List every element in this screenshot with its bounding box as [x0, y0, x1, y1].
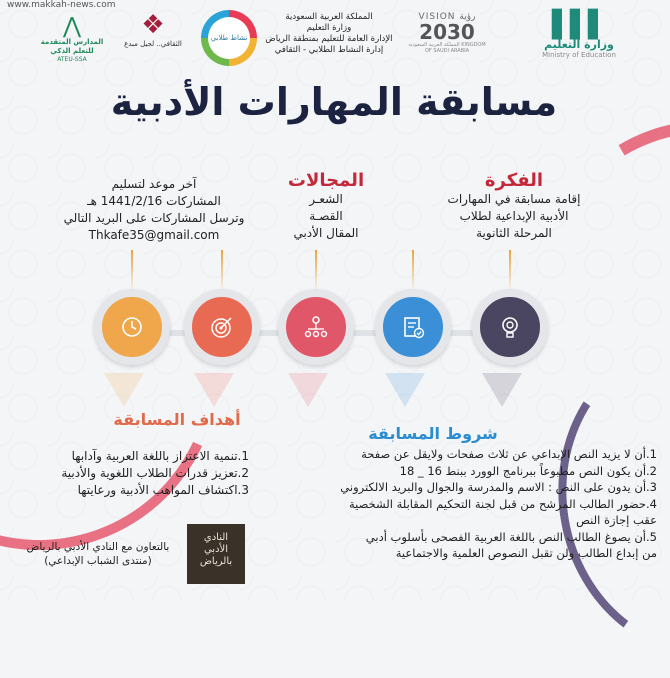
- cooperation-line: (منتدى الشباب الإبداعي): [45, 555, 153, 567]
- cooperation-text: [14, 540, 184, 568]
- document-check-icon: [400, 313, 428, 341]
- authority-line: المملكة العربية السعودية: [286, 12, 374, 22]
- club-logo-line: النادي: [204, 532, 230, 543]
- authority-line: إدارة النشاط الطلابي - الثقافي: [275, 45, 385, 55]
- club-logo-line: الأدبي: [204, 544, 230, 555]
- vision-2030-logo: [408, 12, 488, 54]
- authority-text: [260, 12, 400, 56]
- goal-item: 1.تنمية الاعتزاز باللغة العربية وآدابها: [72, 449, 250, 463]
- timeline-stem: [132, 250, 134, 292]
- condition-item: 2.أن يكون النص مطبوعاً ببرنامج الوورد ببنط 16 _ 18: [400, 463, 658, 478]
- ministry-name: وزارة التعليم: [545, 38, 615, 51]
- timeline-stem: [222, 250, 224, 292]
- field-item: القصـة: [310, 209, 344, 223]
- idea-line: الأدبية الإبداعية لطلاب: [460, 209, 570, 223]
- timeline-disc: [185, 289, 261, 365]
- disc-shadow: [195, 373, 235, 407]
- idea-section: [430, 170, 600, 242]
- condition-item: 3.أن يدون على النص : الاسم والمدرسة والجوال والبريد الالكتروني: [341, 480, 658, 494]
- cultural-logo: [118, 10, 190, 48]
- schools-logo: [36, 16, 110, 63]
- timeline-stem: [510, 250, 512, 292]
- activity-logo-text: نشاط طلابي: [209, 17, 251, 59]
- field-item: المقال الأدبي: [294, 226, 360, 240]
- cooperation-line: بالتعاون مع النادي الأدبي بالرياض: [27, 541, 171, 553]
- idea-heading: الفكرة: [485, 170, 545, 191]
- people-network-icon: [303, 313, 331, 341]
- timeline-stem: [316, 250, 318, 292]
- disc-shadow: [483, 373, 523, 407]
- lightbulb-gear-icon: [497, 313, 525, 341]
- timeline-stem: [413, 250, 415, 292]
- idea-line: إقامة مسابقة في المهارات: [448, 192, 582, 206]
- disc-shadow: [289, 373, 329, 407]
- deadline-line: المشاركات 1441/2/16 هـ: [88, 194, 222, 208]
- timeline-disc: [376, 289, 452, 365]
- clock-icon: [119, 313, 147, 341]
- timeline-disc: [279, 289, 355, 365]
- goals-heading: أهداف المسابقة: [114, 410, 242, 429]
- vision-label: VISION رؤية: [419, 12, 477, 22]
- field-item: الشعـر: [310, 192, 344, 206]
- page-title: مسابقة المهارات الأدبية: [111, 80, 559, 124]
- condition-item: 1.أن لا يزيد النص الإبداعي عن ثلاث صفحات ولايقل عن صفحة: [362, 447, 658, 461]
- fields-section: [262, 170, 392, 242]
- goal-item: 3.اكتشاف المواهب الأدبية ورعايتها: [78, 483, 250, 497]
- vision-sub: المملكة العربية السعودية KINGDOM OF SAUDI ARABIA: [409, 42, 487, 54]
- schools-sub: ATEU-SSA: [58, 56, 88, 63]
- deadline-line: وترسل المشاركات على البريد التالي: [64, 211, 246, 225]
- conditions-list: [250, 446, 658, 562]
- goals-list: [8, 448, 250, 499]
- disc-shadow: [105, 373, 145, 407]
- club-logo-line: بالرياض: [200, 556, 234, 567]
- condition-item: من إبداع الطالب ولن تقبل النصوص العلمية والاجتماعية: [396, 546, 658, 560]
- condition-item: عقب إجازة النص: [577, 513, 658, 527]
- deadline-section: [55, 176, 255, 244]
- goal-item: 2.تعزيز قدرات الطلاب اللغوية والأدبية: [62, 466, 250, 480]
- conditions-heading: شروط المسابقة: [369, 424, 499, 443]
- watermark: www.makkah-news.com: [8, 0, 117, 10]
- schools-mark-icon: ⋀: [63, 14, 83, 39]
- target-icon: [209, 313, 237, 341]
- condition-item: 5.أن يصوغ الطالب النص باللغة العربية الفصحى بأسلوب أدبي: [366, 529, 658, 544]
- vision-year: 2030: [420, 20, 476, 44]
- authority-line: الإدارة العامة للتعليم بمنطقة الرياض: [266, 34, 394, 44]
- authority-line: وزارة التعليم: [307, 23, 353, 33]
- cultural-logo-text: الثقافي.. لجيل مبدع: [125, 40, 183, 48]
- contact-email[interactable]: Thkafe35@gmail.com: [89, 228, 221, 242]
- ministry-of-education-logo: [520, 12, 640, 59]
- ministry-mark-icon: ▌▌▌: [553, 10, 607, 40]
- ministry-name-en: Ministry of Education: [543, 51, 617, 59]
- cultural-mark-icon: ❖: [142, 10, 166, 40]
- timeline-disc: [473, 289, 549, 365]
- literary-club-logo: [188, 524, 246, 584]
- timeline-disc: [95, 289, 171, 365]
- idea-line: المرحلة الثانوية: [477, 226, 553, 240]
- schools-name: المدارس المتقدمة للتعلم الذكي: [41, 38, 105, 55]
- disc-shadow: [386, 373, 426, 407]
- deadline-line: آخر موعد لتسليم: [112, 177, 198, 191]
- condition-item: 4.حضور الطالب المرشح من قبل لجنة التحكيم المقابلة الشخصية: [349, 496, 658, 511]
- student-activity-logo: [202, 10, 258, 66]
- fields-heading: المجالات: [288, 170, 366, 191]
